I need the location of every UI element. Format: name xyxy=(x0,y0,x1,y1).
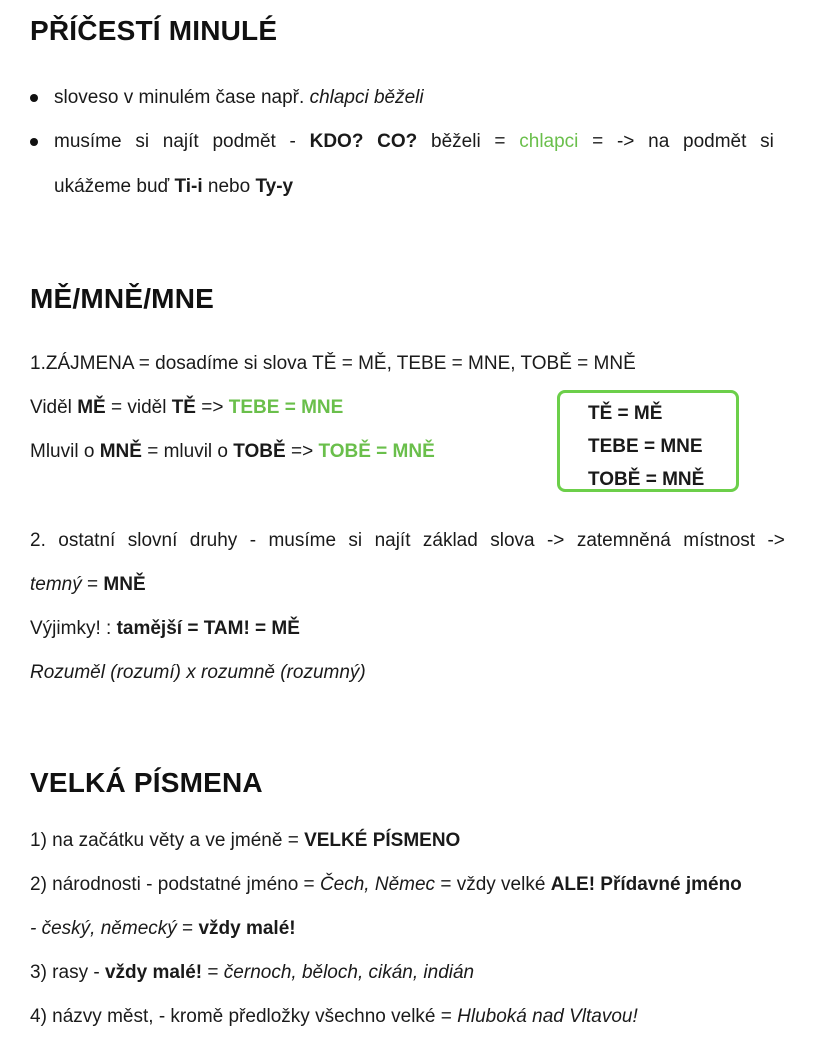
rozumel-line: Rozuměl (rozumí) x rozumně (rozumný) xyxy=(30,662,366,683)
section-title-me-mne: MĚ/MNĚ/MNE xyxy=(30,283,214,314)
section-title-velka-pismena: VELKÁ PÍSMENA xyxy=(30,767,263,798)
bullet-sloveso: sloveso v minulém čase např. chlapci běželi xyxy=(54,87,424,108)
mluvil-line: Mluvil o MNĚ = mluvil o TOBĚ => TOBĚ = MNĚ xyxy=(30,441,435,462)
box-line: TEBE = MNE xyxy=(588,436,703,457)
temny-line: temný = MNĚ xyxy=(30,574,146,595)
rule-3: 3) rasy - vždy malé! = černoch, běloch, cikán, indián xyxy=(30,962,475,983)
box-line: TOBĚ = MNĚ xyxy=(588,469,705,490)
bullet-podmet-line1: musíme si najít podmět - KDO? CO? běželi = chlapci = -> na podmět si xyxy=(54,131,774,152)
rule-1: 1) na začátku věty a ve jméně = VELKÉ PÍSMENO xyxy=(30,830,461,851)
rule-2-cont: - český, německý = vždy malé! xyxy=(30,918,296,939)
vyjimky-line: Výjimky! : tamější = TAM! = MĚ xyxy=(30,618,300,639)
bullet-podmet-line2: ukážeme buď Ti-i nebo Ty-y xyxy=(54,176,294,197)
videl-line: Viděl MĚ = viděl TĚ => TEBE = MNE xyxy=(30,397,344,418)
rule-4: 4) názvy měst, - kromě předložky všechno velké = Hluboká nad Vltavou! xyxy=(30,1006,638,1027)
rule-2: 2) národnosti - podstatné jméno = Čech, Němec = vždy velké ALE! Přídavné jméno xyxy=(30,874,742,895)
bullet-dot xyxy=(30,138,38,146)
bullet-dot xyxy=(30,94,38,102)
ostatni-line: 2. ostatní slovní druhy - musíme si najít základ slova -> zatemněná místnost -> xyxy=(30,530,785,551)
zajmena-line: 1.ZÁJMENA = dosadíme si slova TĚ = MĚ, TEBE = MNE, TOBĚ = MNĚ xyxy=(30,353,636,374)
box-line: TĚ = MĚ xyxy=(588,403,663,424)
summary-box xyxy=(557,390,739,492)
section-title-pricesti: PŘÍČESTÍ MINULÉ xyxy=(30,15,278,46)
